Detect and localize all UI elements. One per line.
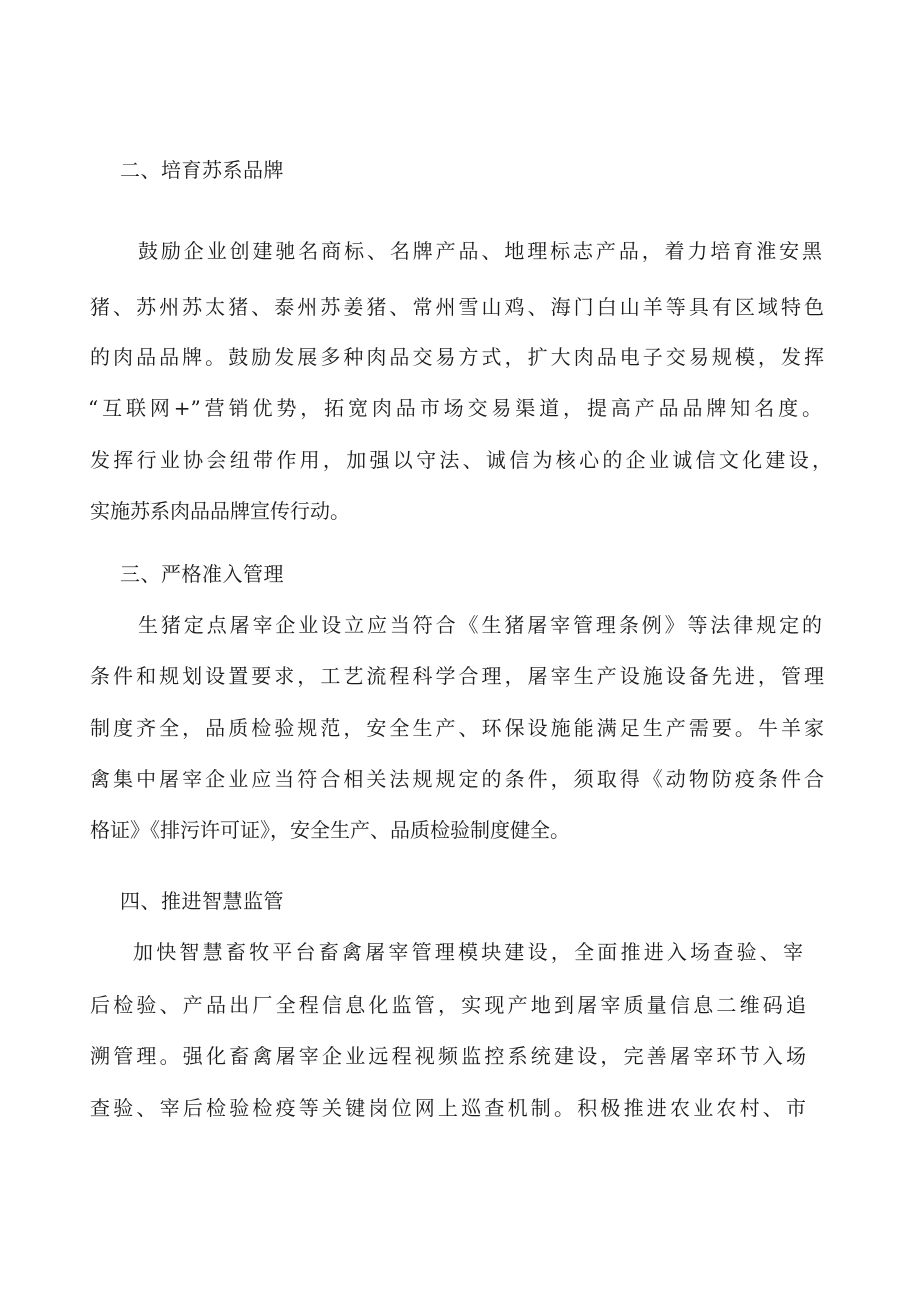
section-heading-brand: 二、培育苏系品牌 bbox=[120, 158, 284, 182]
section-heading-access: 三、严格准入管理 bbox=[120, 562, 284, 586]
paragraph-line: 制度齐全，品质检验规范，安全生产、环保设施能满足生产需要。牛羊家 bbox=[90, 716, 824, 740]
paragraph-line: 实施苏系肉品品牌宣传行动。 bbox=[90, 499, 350, 523]
section-heading-smart-supervision: 四、推进智慧监管 bbox=[120, 889, 284, 913]
paragraph-line: 鼓励企业创建驰名商标、名牌产品、地理标志产品，着力培育淮安黑 bbox=[138, 239, 822, 263]
paragraph-line: 发挥行业协会纽带作用，加强以守法、诚信为核心的企业诚信文化建设， bbox=[90, 448, 832, 472]
paragraph-line: 生猪定点屠宰企业设立应当符合《生猪屠宰管理条例》等法律规定的 bbox=[138, 613, 822, 637]
paragraph-line: 条件和规划设置要求，工艺流程科学合理，屠宰生产设施设备先进，管理 bbox=[90, 664, 824, 688]
paragraph-line: 后检验、产品出厂全程信息化监管，实现产地到屠宰质量信息二维码追 bbox=[90, 993, 806, 1017]
paragraph-line: 猪、苏州苏太猪、泰州苏姜猪、常州雪山鸡、海门白山羊等具有区域特色 bbox=[90, 295, 824, 319]
paragraph-line: 加快智慧畜牧平台畜禽屠宰管理模块建设，全面推进入场查验、宰 bbox=[133, 940, 803, 964]
paragraph-line: 溯管理。强化畜禽屠宰企业远程视频监控系统建设，完善屠宰环节入场 bbox=[90, 1044, 806, 1068]
paragraph-line: 的肉品品牌。鼓励发展多种肉品交易方式，扩大肉品电子交易规模，发挥 bbox=[90, 345, 824, 369]
paragraph-line: “互联网+”营销优势，拓宽肉品市场交易渠道，提高产品品牌知名度。 bbox=[88, 396, 822, 420]
paragraph-line: 格证》《排污许可证》，安全生产、品质检验制度健全。 bbox=[90, 818, 570, 842]
paragraph-line: 禽集中屠宰企业应当符合相关法规规定的条件，须取得《动物防疫条件合 bbox=[90, 767, 824, 791]
paragraph-line: 查验、宰后检验检疫等关键岗位网上巡查机制。积极推进农业农村、市 bbox=[90, 1096, 806, 1120]
